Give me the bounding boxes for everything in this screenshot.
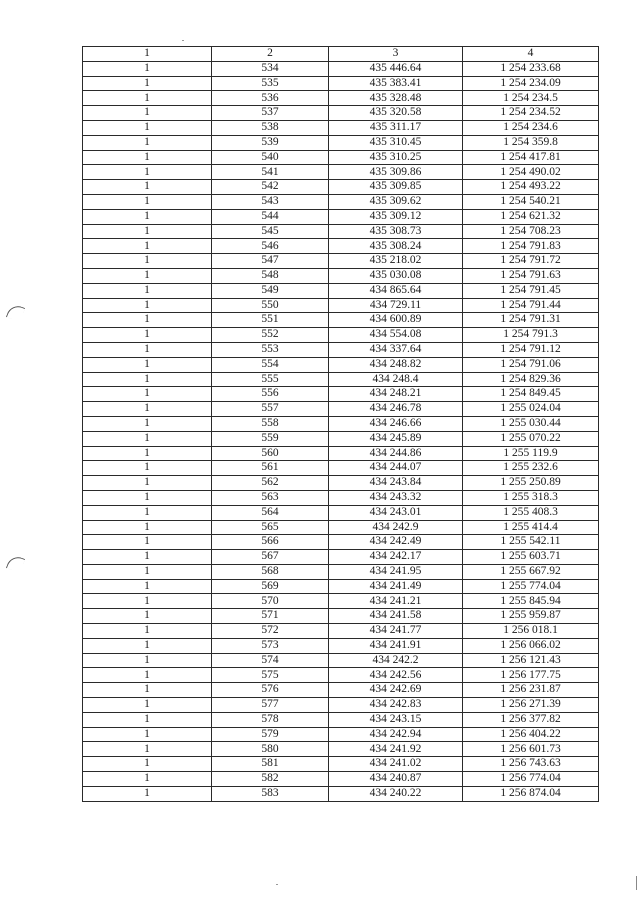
point-number-cell: 540 [212,150,329,165]
section-cell: 1 [83,416,212,431]
x-coordinate-cell: 434 240.87 [329,772,463,787]
point-number-cell: 545 [212,224,329,239]
y-coordinate-cell: 1 254 493.22 [463,180,599,195]
section-cell: 1 [83,135,212,150]
x-coordinate-cell: 434 245.89 [329,431,463,446]
point-number-cell: 555 [212,372,329,387]
table-row [83,535,599,550]
y-coordinate-cell: 1 254 234.09 [463,76,599,91]
y-coordinate-cell: 1 254 234.6 [463,120,599,135]
table-row [83,653,599,668]
x-coordinate-cell: 435 309.86 [329,165,463,180]
point-number-cell: 548 [212,268,329,283]
section-cell: 1 [83,402,212,417]
point-number-cell: 552 [212,328,329,343]
x-coordinate-cell: 435 446.64 [329,61,463,76]
y-coordinate-cell: 1 256 377.82 [463,712,599,727]
table-row [83,165,599,180]
table-row [83,476,599,491]
section-cell: 1 [83,564,212,579]
table-row [83,742,599,757]
x-coordinate-cell: 434 246.66 [329,416,463,431]
point-number-cell: 537 [212,106,329,121]
coordinates-table [82,46,599,802]
y-coordinate-cell: 1 254 234.52 [463,106,599,121]
x-coordinate-cell: 435 309.62 [329,194,463,209]
y-coordinate-cell: 1 254 791.63 [463,268,599,283]
table-body [83,61,599,801]
x-coordinate-cell: 435 328.48 [329,91,463,106]
table-row [83,505,599,520]
point-number-cell: 564 [212,505,329,520]
point-number-cell: 543 [212,194,329,209]
x-coordinate-cell: 434 865.64 [329,283,463,298]
x-coordinate-cell: 434 242.2 [329,653,463,668]
section-cell: 1 [83,431,212,446]
section-cell: 1 [83,120,212,135]
section-cell: 1 [83,313,212,328]
x-coordinate-cell: 434 554.08 [329,328,463,343]
y-coordinate-cell: 1 256 271.39 [463,698,599,713]
section-cell: 1 [83,76,212,91]
section-cell: 1 [83,653,212,668]
x-coordinate-cell: 434 241.91 [329,638,463,653]
y-coordinate-cell: 1 255 070.22 [463,431,599,446]
table-row [83,239,599,254]
x-coordinate-cell: 435 310.45 [329,135,463,150]
table-row [83,416,599,431]
y-coordinate-cell: 1 256 018.1 [463,624,599,639]
section-cell: 1 [83,490,212,505]
section-cell: 1 [83,757,212,772]
point-number-cell: 575 [212,668,329,683]
section-cell: 1 [83,579,212,594]
margin-mark [6,303,25,322]
section-cell: 1 [83,180,212,195]
y-coordinate-cell: 1 256 874.04 [463,786,599,801]
x-coordinate-cell: 434 241.92 [329,742,463,757]
point-number-cell: 570 [212,594,329,609]
header-col-1: 1 [83,47,212,62]
section-cell: 1 [83,194,212,209]
point-number-cell: 559 [212,431,329,446]
section-cell: 1 [83,638,212,653]
table-row [83,328,599,343]
y-coordinate-cell: 1 254 540.21 [463,194,599,209]
y-coordinate-cell: 1 254 791.06 [463,357,599,372]
y-coordinate-cell: 1 255 119.9 [463,446,599,461]
section-cell: 1 [83,786,212,801]
table-row [83,357,599,372]
section-cell: 1 [83,372,212,387]
x-coordinate-cell: 434 242.9 [329,520,463,535]
section-cell: 1 [83,342,212,357]
y-coordinate-cell: 1 255 667.92 [463,564,599,579]
point-number-cell: 549 [212,283,329,298]
point-number-cell: 578 [212,712,329,727]
table-row [83,61,599,76]
point-number-cell: 565 [212,520,329,535]
x-coordinate-cell: 434 241.58 [329,609,463,624]
x-coordinate-cell: 434 243.32 [329,490,463,505]
section-cell: 1 [83,150,212,165]
point-number-cell: 572 [212,624,329,639]
table-row [83,683,599,698]
section-cell: 1 [83,61,212,76]
point-number-cell: 573 [212,638,329,653]
point-number-cell: 577 [212,698,329,713]
y-coordinate-cell: 1 255 603.71 [463,550,599,565]
table-row [83,668,599,683]
x-coordinate-cell: 434 244.07 [329,461,463,476]
table-row [83,490,599,505]
section-cell: 1 [83,446,212,461]
section-cell: 1 [83,476,212,491]
table-row [83,446,599,461]
y-coordinate-cell: 1 255 774.04 [463,579,599,594]
table-row [83,564,599,579]
table-row [83,298,599,313]
y-coordinate-cell: 1 254 791.31 [463,313,599,328]
table-row [83,594,599,609]
margin-mark [6,554,25,573]
table-row [83,579,599,594]
x-coordinate-cell: 434 241.21 [329,594,463,609]
table-row [83,150,599,165]
point-number-cell: 558 [212,416,329,431]
x-coordinate-cell: 434 248.21 [329,387,463,402]
point-number-cell: 546 [212,239,329,254]
x-coordinate-cell: 434 337.64 [329,342,463,357]
point-number-cell: 560 [212,446,329,461]
section-cell: 1 [83,357,212,372]
point-number-cell: 554 [212,357,329,372]
x-coordinate-cell: 434 243.15 [329,712,463,727]
x-coordinate-cell: 435 308.24 [329,239,463,254]
x-coordinate-cell: 434 248.4 [329,372,463,387]
x-coordinate-cell: 435 309.85 [329,180,463,195]
x-coordinate-cell: 434 242.49 [329,535,463,550]
y-coordinate-cell: 1 254 359.8 [463,135,599,150]
section-cell: 1 [83,268,212,283]
section-cell: 1 [83,698,212,713]
x-coordinate-cell: 434 246.78 [329,402,463,417]
y-coordinate-cell: 1 256 404.22 [463,727,599,742]
y-coordinate-cell: 1 254 234.5 [463,91,599,106]
section-cell: 1 [83,387,212,402]
point-number-cell: 562 [212,476,329,491]
x-coordinate-cell: 434 241.77 [329,624,463,639]
table-row [83,372,599,387]
scan-speck [276,884,278,885]
section-cell: 1 [83,712,212,727]
point-number-cell: 574 [212,653,329,668]
point-number-cell: 557 [212,402,329,417]
x-coordinate-cell: 434 242.94 [329,727,463,742]
header-row [83,47,599,62]
x-coordinate-cell: 434 243.01 [329,505,463,520]
x-coordinate-cell: 434 242.83 [329,698,463,713]
y-coordinate-cell: 1 256 177.75 [463,668,599,683]
table-row [83,268,599,283]
y-coordinate-cell: 1 255 414.4 [463,520,599,535]
x-coordinate-cell: 435 308.73 [329,224,463,239]
table-row [83,106,599,121]
point-number-cell: 544 [212,209,329,224]
section-cell: 1 [83,165,212,180]
table-row [83,209,599,224]
table-row [83,520,599,535]
y-coordinate-cell: 1 255 408.3 [463,505,599,520]
section-cell: 1 [83,609,212,624]
table-row [83,638,599,653]
y-coordinate-cell: 1 256 231.87 [463,683,599,698]
header-col-4: 4 [463,47,599,62]
point-number-cell: 542 [212,180,329,195]
table-row [83,624,599,639]
table-row [83,120,599,135]
section-cell: 1 [83,535,212,550]
table-row [83,194,599,209]
point-number-cell: 550 [212,298,329,313]
point-number-cell: 576 [212,683,329,698]
section-cell: 1 [83,298,212,313]
point-number-cell: 535 [212,76,329,91]
scan-edge-mark [636,876,637,890]
point-number-cell: 568 [212,564,329,579]
section-cell: 1 [83,520,212,535]
point-number-cell: 534 [212,61,329,76]
point-number-cell: 569 [212,579,329,594]
section-cell: 1 [83,106,212,121]
section-cell: 1 [83,683,212,698]
y-coordinate-cell: 1 254 849.45 [463,387,599,402]
section-cell: 1 [83,254,212,269]
section-cell: 1 [83,505,212,520]
point-number-cell: 567 [212,550,329,565]
x-coordinate-cell: 434 600.89 [329,313,463,328]
section-cell: 1 [83,91,212,106]
y-coordinate-cell: 1 254 791.3 [463,328,599,343]
table-row [83,609,599,624]
y-coordinate-cell: 1 255 030.44 [463,416,599,431]
point-number-cell: 566 [212,535,329,550]
x-coordinate-cell: 434 243.84 [329,476,463,491]
y-coordinate-cell: 1 255 250.89 [463,476,599,491]
section-cell: 1 [83,624,212,639]
table-row [83,135,599,150]
y-coordinate-cell: 1 254 490.02 [463,165,599,180]
y-coordinate-cell: 1 254 233.68 [463,61,599,76]
y-coordinate-cell: 1 255 542.11 [463,535,599,550]
y-coordinate-cell: 1 256 743.63 [463,757,599,772]
y-coordinate-cell: 1 255 959.87 [463,609,599,624]
section-cell: 1 [83,328,212,343]
y-coordinate-cell: 1 254 791.45 [463,283,599,298]
table-row [83,757,599,772]
table-row [83,698,599,713]
table-row [83,387,599,402]
point-number-cell: 541 [212,165,329,180]
table-row [83,313,599,328]
y-coordinate-cell: 1 254 791.72 [463,254,599,269]
x-coordinate-cell: 434 242.69 [329,683,463,698]
section-cell: 1 [83,668,212,683]
y-coordinate-cell: 1 254 708.23 [463,224,599,239]
table-row [83,254,599,269]
section-cell: 1 [83,239,212,254]
x-coordinate-cell: 435 030.08 [329,268,463,283]
y-coordinate-cell: 1 254 791.44 [463,298,599,313]
header-col-3: 3 [329,47,463,62]
point-number-cell: 556 [212,387,329,402]
point-number-cell: 582 [212,772,329,787]
y-coordinate-cell: 1 254 417.81 [463,150,599,165]
table-row [83,550,599,565]
table-row [83,786,599,801]
table-row [83,431,599,446]
section-cell: 1 [83,461,212,476]
x-coordinate-cell: 434 242.56 [329,668,463,683]
y-coordinate-cell: 1 256 066.02 [463,638,599,653]
table-row [83,76,599,91]
x-coordinate-cell: 435 383.41 [329,76,463,91]
section-cell: 1 [83,772,212,787]
point-number-cell: 553 [212,342,329,357]
point-number-cell: 579 [212,727,329,742]
x-coordinate-cell: 435 309.12 [329,209,463,224]
table-header [83,47,599,62]
x-coordinate-cell: 435 320.58 [329,106,463,121]
point-number-cell: 536 [212,91,329,106]
section-cell: 1 [83,224,212,239]
section-cell: 1 [83,209,212,224]
point-number-cell: 551 [212,313,329,328]
x-coordinate-cell: 435 218.02 [329,254,463,269]
x-coordinate-cell: 434 241.95 [329,564,463,579]
table-row [83,180,599,195]
y-coordinate-cell: 1 255 318.3 [463,490,599,505]
x-coordinate-cell: 435 311.17 [329,120,463,135]
table-row [83,283,599,298]
point-number-cell: 580 [212,742,329,757]
y-coordinate-cell: 1 254 791.12 [463,342,599,357]
y-coordinate-cell: 1 256 121.43 [463,653,599,668]
point-number-cell: 583 [212,786,329,801]
x-coordinate-cell: 434 240.22 [329,786,463,801]
table-row [83,402,599,417]
x-coordinate-cell: 434 241.02 [329,757,463,772]
section-cell: 1 [83,742,212,757]
x-coordinate-cell: 434 729.11 [329,298,463,313]
table-row [83,342,599,357]
y-coordinate-cell: 1 256 774.04 [463,772,599,787]
y-coordinate-cell: 1 255 024.04 [463,402,599,417]
y-coordinate-cell: 1 255 845.94 [463,594,599,609]
scan-speck [182,40,184,41]
table-row [83,727,599,742]
section-cell: 1 [83,550,212,565]
table-row [83,772,599,787]
y-coordinate-cell: 1 255 232.6 [463,461,599,476]
point-number-cell: 581 [212,757,329,772]
point-number-cell: 561 [212,461,329,476]
y-coordinate-cell: 1 254 791.83 [463,239,599,254]
point-number-cell: 538 [212,120,329,135]
header-col-2: 2 [212,47,329,62]
table-row [83,91,599,106]
x-coordinate-cell: 434 242.17 [329,550,463,565]
table-row [83,224,599,239]
section-cell: 1 [83,727,212,742]
y-coordinate-cell: 1 254 621.32 [463,209,599,224]
point-number-cell: 563 [212,490,329,505]
x-coordinate-cell: 434 244.86 [329,446,463,461]
y-coordinate-cell: 1 256 601.73 [463,742,599,757]
section-cell: 1 [83,594,212,609]
y-coordinate-cell: 1 254 829.36 [463,372,599,387]
x-coordinate-cell: 435 310.25 [329,150,463,165]
x-coordinate-cell: 434 248.82 [329,357,463,372]
point-number-cell: 539 [212,135,329,150]
point-number-cell: 547 [212,254,329,269]
section-cell: 1 [83,283,212,298]
table-row [83,461,599,476]
x-coordinate-cell: 434 241.49 [329,579,463,594]
point-number-cell: 571 [212,609,329,624]
table-row [83,712,599,727]
